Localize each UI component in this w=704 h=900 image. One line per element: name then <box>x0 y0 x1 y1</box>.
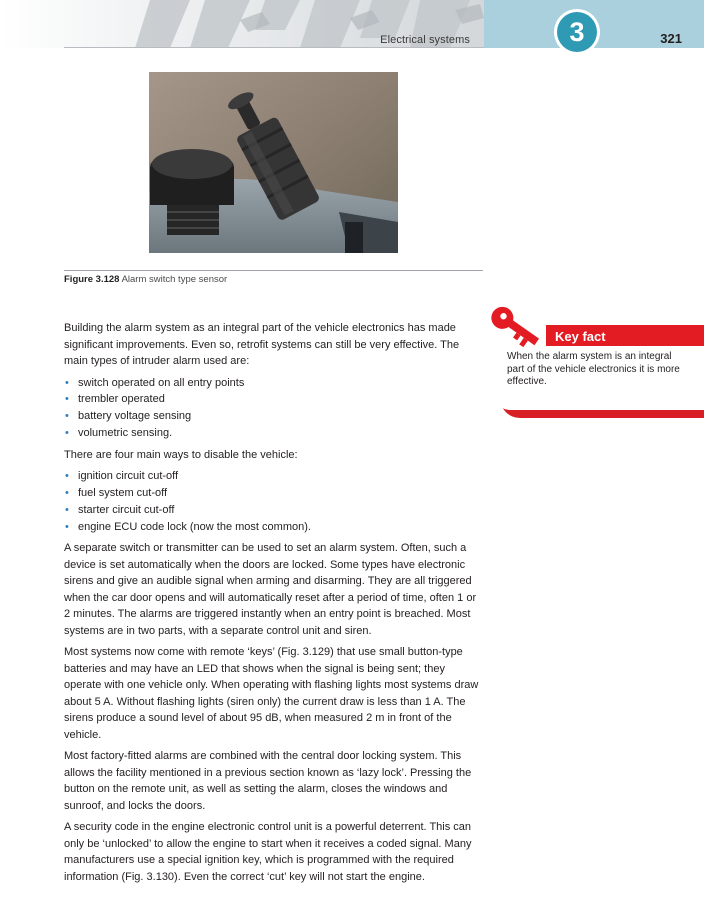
list-item: • switch operated on all entry points <box>64 375 483 392</box>
page-number: 321 <box>660 31 682 46</box>
paragraph: A separate switch or transmitter can be used to set an alarm system. Often, such a device is set automatically when the doors are locked. Some types have electronic sirens and give an audible signal when arming and disarming. They are all triggered when the car door opens and will automatically reset after a period of time, often 1 or 2 minutes. The alarms are triggered instantly when an entry point is breached. Most systems are in two parts, with a separate control unit and siren. <box>64 542 477 637</box>
paragraph: Most factory-fitted alarms are combined with the central door locking system. This allows the facility mentioned in a previous section known as ‘lazy lock’. Pressing the button on the remote unit, as well as setting the alarm, closes the windows and sunroof, and locks the doors. <box>64 750 472 812</box>
figure-label: Figure 3.128 <box>64 274 120 285</box>
paragraph: A security code in the engine electronic control unit is a powerful deterrent. This can only be ‘unlocked’ to allow the engine to start when it receives a coded signal. Many manufacturers use a special ignition key, which is programmed with the required information (Fig. 3.130). Even the correct ‘cut’ key will not start the engine. <box>64 821 472 883</box>
alarm-types-list <box>64 375 483 442</box>
section-title: Electrical systems <box>380 34 470 46</box>
bullet-icon: • <box>65 487 69 500</box>
bullet-icon: • <box>65 427 69 440</box>
caption-rule <box>64 270 483 271</box>
bullet-icon: • <box>65 470 69 483</box>
figure-photo-alarm-switch <box>149 72 398 253</box>
bullet-icon: • <box>65 393 69 406</box>
list-item: • trembler operated <box>64 391 483 408</box>
chapter-number: 3 <box>569 17 585 47</box>
key-fact-text: When the alarm system is an integral part of the vehicle electronics it is more effective. <box>507 351 680 387</box>
bullet-icon: • <box>65 376 69 389</box>
paragraph: Most systems now come with remote ‘keys’ (Fig. 3.129) that use small button-type batteries and may have an LED that shows when the signal is being sent; they operate with one vehicle only. When operating with flashing lights most systems draw about 5 A. Without flashing lights (siren only) the current draw is less than 1 A. The sirens produce a sound level of about 95 dB, when measured 2 m in front of the vehicle. <box>64 646 479 741</box>
bullet-icon: • <box>65 503 69 516</box>
list-item: • starter circuit cut-off <box>64 502 483 519</box>
bullet-icon: • <box>65 410 69 423</box>
disable-methods-list <box>64 468 483 535</box>
figure-caption-text: Alarm switch type sensor <box>121 274 228 285</box>
list-item: • fuel system cut-off <box>64 485 483 502</box>
list-item: • battery voltage sensing <box>64 408 483 425</box>
list-item: • volumetric sensing. <box>64 425 483 442</box>
paragraph: There are four main ways to disable the vehicle: <box>64 448 298 461</box>
key-fact-title: Key fact <box>555 329 606 344</box>
list-item: • ignition circuit cut-off <box>64 468 483 485</box>
header-rule <box>64 47 484 48</box>
bullet-icon: • <box>65 520 69 533</box>
figure-caption <box>64 274 227 285</box>
paragraph: Building the alarm system as an integral part of the vehicle electronics has made significant improvements. Even so, retrofit systems can still be very effective. The main types of intruder alarm used are: <box>64 322 460 367</box>
key-icon <box>488 305 550 349</box>
body-text <box>64 320 483 890</box>
list-item: • engine ECU code lock (now the most common). <box>64 519 483 536</box>
